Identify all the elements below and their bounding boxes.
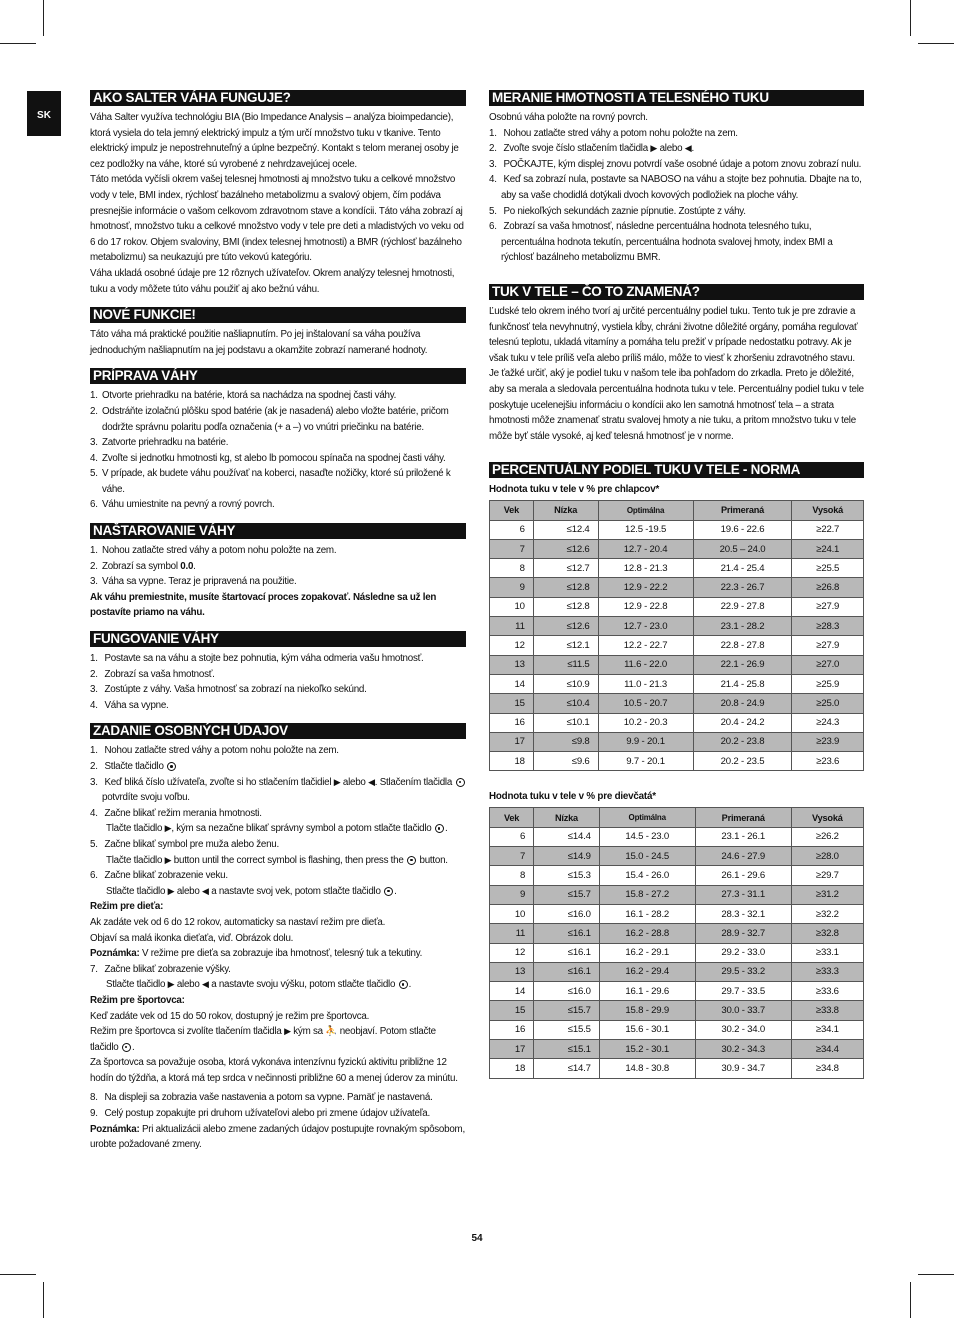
list-item: 7. Začne blikať zobrazenie výšky. bbox=[90, 963, 231, 975]
table-row bbox=[490, 694, 864, 713]
table-cell: 26.1 - 29.6 bbox=[695, 866, 791, 885]
list-item: 1. Nohou zatlačte stred váhy a potom nohu položte na zem. bbox=[90, 745, 339, 757]
table-cell: 11 bbox=[490, 924, 534, 943]
table-row bbox=[490, 578, 864, 597]
section-new-features bbox=[90, 307, 466, 358]
athlete-icon: ⛹ bbox=[325, 1026, 338, 1038]
table-cell: 22.1 - 26.9 bbox=[693, 655, 792, 674]
list-item: 3. Keď bliká číslo užívateľa, zvoľte si ho stlačením tlačidiel ▶ alebo ◀. Stlačením tlačidla potvrdíte svoju voľbu. bbox=[90, 775, 466, 806]
table-cell: ≥31.2 bbox=[791, 885, 863, 904]
girls-table-caption: Hodnota tuku v tele v % pre dievčatá* bbox=[489, 791, 656, 803]
crop-mark bbox=[910, 1282, 911, 1318]
table-cell: ≤16.1 bbox=[534, 943, 600, 962]
table-cell: 9 bbox=[490, 885, 534, 904]
table-row bbox=[490, 904, 864, 923]
sub-instruction: Tlačte tlačidlo ▶ button until the correct symbol is flashing, then press the button. bbox=[106, 854, 448, 866]
list-item: 2. Zobrazí sa symbol 0.0. bbox=[90, 560, 196, 572]
table-cell: 18 bbox=[490, 752, 534, 771]
table-cell: 29.2 - 33.0 bbox=[695, 943, 791, 962]
table-row bbox=[490, 732, 864, 751]
table-cell: ≤15.7 bbox=[534, 1001, 600, 1020]
bold-note: Ak váhu premiestnite, musíte štartovací proces zopakovať. Následne sa už len postavíte priamo na váhu. bbox=[90, 591, 437, 619]
table-cell: ≥33.3 bbox=[791, 962, 863, 981]
table-cell: 18 bbox=[490, 1059, 534, 1078]
table-cell: 7 bbox=[490, 847, 534, 866]
note: Poznámka: V režime pre dieťa sa zobrazuje iba hmotnosť, telesný tuk a tekutiny. bbox=[90, 948, 423, 960]
table-row bbox=[490, 1059, 864, 1078]
list-item: 1. Nohou zatlačte stred váhy a potom nohu položte na zem. bbox=[489, 127, 738, 139]
right-column bbox=[489, 90, 864, 1089]
table-cell: ≥34.8 bbox=[791, 1059, 863, 1078]
list-item: 6. Váhu umiestnite na pevný a rovný povrch. bbox=[90, 499, 275, 511]
list-item: 3. Zostúpte z váhy. Vaša hmotnosť sa zobrazí na niekoľko sekúnd. bbox=[90, 684, 367, 696]
arrow-right-icon: ▶ bbox=[650, 143, 658, 154]
boys-fat-table bbox=[489, 500, 864, 771]
set-button-icon bbox=[122, 1043, 131, 1052]
table-row bbox=[490, 636, 864, 655]
table-cell: 21.4 - 25.4 bbox=[693, 559, 792, 578]
table-cell: 9.7 - 20.1 bbox=[598, 752, 693, 771]
column-header: Vek bbox=[490, 501, 534, 520]
table-cell: ≥22.7 bbox=[792, 520, 864, 539]
table-cell: 6 bbox=[490, 827, 534, 846]
table-cell: ≤14.4 bbox=[534, 827, 600, 846]
section-operation bbox=[90, 631, 466, 713]
section-personal-data bbox=[90, 723, 466, 1152]
table-cell: ≥32.8 bbox=[791, 924, 863, 943]
language-tab: SK bbox=[27, 91, 61, 136]
paragraph: Táto váha má praktické použitie našliapnutím. Po jej inštalovaní sa váha používa jednoduchým našliapnutím na jej podstavu a okamžite zobrazí namerané hodnoty. bbox=[90, 329, 428, 356]
section-heading: ZADANIE OSOBNÝCH ÚDAJOV bbox=[90, 723, 466, 739]
subheading-athlete-mode: Režim pre športovca: bbox=[90, 994, 185, 1006]
table-cell: 27.3 - 31.1 bbox=[695, 885, 791, 904]
table-cell: 14 bbox=[490, 674, 534, 693]
table-cell: 14.5 - 23.0 bbox=[599, 827, 695, 846]
girls-fat-table bbox=[489, 807, 864, 1078]
list-item: 6. Zobrazí sa vaša hmotnosť, následne percentuálna hodnota telesného tuku, percentuálna hodnota tekutín, percentuálna hodnota svalovej hmoty, index BMI a rýchlosť bazálneho metabolizmu BMR. bbox=[489, 221, 833, 264]
table-cell: ≥26.8 bbox=[792, 578, 864, 597]
list-item: 1. Otvorte priehradku na batérie, ktorá sa nachádza na spodnej časti váhy. bbox=[90, 390, 397, 402]
table-cell: ≤10.1 bbox=[533, 713, 598, 732]
column-header: Primeraná bbox=[695, 808, 791, 827]
table-cell: ≤16.0 bbox=[534, 904, 600, 923]
arrow-right-icon: ▶ bbox=[164, 854, 172, 865]
table-cell: 30.2 - 34.0 bbox=[695, 1020, 791, 1039]
sub-instruction: Stlačte tlačidlo ▶ alebo ◀ a nastavte svoj vek, potom stlačte tlačidlo . bbox=[106, 885, 397, 897]
section-heading: FUNGOVANIE VÁHY bbox=[90, 631, 466, 647]
crop-mark bbox=[918, 1274, 954, 1275]
list-item: 3. Váha sa vypne. Teraz je pripravená na použitie. bbox=[90, 576, 297, 588]
table-cell: 29.7 - 33.5 bbox=[695, 982, 791, 1001]
table-cell: 16.1 - 28.2 bbox=[599, 904, 695, 923]
table-cell: 11.0 - 21.3 bbox=[598, 674, 693, 693]
list-item: 4. Keď sa zobrazí nula, postavte sa NABOSO na váhu a stojte bez pohnutia. Dbajte na to, aby sa vaše chodidlá dotýkali dvoch kovových podložiek na ploche váhy. bbox=[489, 174, 862, 201]
table-cell: ≥24.1 bbox=[792, 539, 864, 558]
arrow-right-icon: ▶ bbox=[284, 1026, 291, 1037]
section-heading: AKO SALTER VÁHA FUNGUJE? bbox=[90, 90, 466, 106]
paragraph: Objaví sa malá ikonka dieťaťa, viď. Obrázok dolu. bbox=[90, 932, 294, 944]
table-cell: ≤12.4 bbox=[533, 520, 598, 539]
table-cell: 12 bbox=[490, 943, 534, 962]
table-cell: ≥23.9 bbox=[792, 732, 864, 751]
table-cell: 30.9 - 34.7 bbox=[695, 1059, 791, 1078]
table-cell: 24.6 - 27.9 bbox=[695, 847, 791, 866]
sub-instruction: Tlačte tlačidlo ▶, kým sa nezačne blikať správny symbol a potom stlačte tlačidlo . bbox=[106, 823, 448, 835]
list-item: 5. Začne blikať symbol pre muža alebo ženu. bbox=[90, 838, 279, 850]
paragraph: Keď zadáte vek od 15 do 50 rokov, dostupný je režim pre športovca. bbox=[90, 1010, 370, 1022]
table-cell: ≥28.3 bbox=[792, 617, 864, 636]
list-item: 2. Stlačte tlačidlo bbox=[90, 759, 466, 775]
paragraph: Ľudské telo okrem iného tvorí aj určité percentuálny podiel tuku. Tento tuk je pre zdravie a funkčnosť tela nevyhnutný, vystiela kĺby, chráni životne dôležité orgány, pomáha regulovať telesnú teplotu, ukladá vitamíny a pomáha telu prežiť v prípade nedostatku potravy. Ak je však tuku v tele príliš veľa alebo príliš málo, môže to viesť k zhoršeniu zdravotného stavu. Je ťažké určiť, aký je podiel tuku v našom tele iba pohľadom do zrkadla. Preto je dôležité, aby sa merala a sledovala percentuálna hodnota tuku v tele. Percentuálny podiel tuku v tele poskytuje ucelenejšiu informáciu o kondícii ako len samotná hmotnosť tela – a strata hmotnosti môže znamenať stratu svalovej hmoty a nie tuku, a pritom množstvo tuku v tele môže byť stále vysoké, aj keď telesná hmotnosť je v norme. bbox=[489, 305, 864, 442]
set-button-icon bbox=[399, 980, 408, 989]
table-cell: 9.9 - 20.1 bbox=[598, 732, 693, 751]
section-body-fat bbox=[489, 284, 864, 444]
table-cell: ≥33.1 bbox=[791, 943, 863, 962]
table-cell: ≥25.9 bbox=[792, 674, 864, 693]
table-cell: 16.2 - 29.1 bbox=[599, 943, 695, 962]
table-row bbox=[490, 617, 864, 636]
table-row bbox=[490, 1001, 864, 1020]
sub-instruction: Stlačte tlačidlo ▶ alebo ◀ a nastavte svoju výšku, potom stlačte tlačidlo . bbox=[106, 979, 412, 991]
section-heading: NOVÉ FUNKCIE! bbox=[90, 307, 466, 323]
table-cell: 12.9 - 22.8 bbox=[598, 597, 693, 616]
table-cell: 10 bbox=[490, 597, 534, 616]
table-cell: 28.3 - 32.1 bbox=[695, 904, 791, 923]
list-item: 8. Na displeji sa zobrazia vaše nastavenia a potom sa vypne. Pamäť je nastavená. bbox=[90, 1092, 433, 1104]
table-cell: ≤16.0 bbox=[534, 982, 600, 1001]
table-row bbox=[490, 827, 864, 846]
section-heading: MERANIE HMOTNOSTI A TELESNÉHO TUKU bbox=[489, 90, 864, 106]
table-row bbox=[490, 655, 864, 674]
table-cell: 12.7 - 20.4 bbox=[598, 539, 693, 558]
table-cell: ≤15.5 bbox=[534, 1020, 600, 1039]
column-header: Optimálna bbox=[599, 808, 695, 827]
list-item: 2. Zvoľte svoje číslo stlačením tlačidla ▶ alebo ◀. bbox=[489, 143, 694, 155]
table-cell: ≤10.4 bbox=[533, 694, 598, 713]
table-cell: ≤9.8 bbox=[533, 732, 598, 751]
section-startup bbox=[90, 523, 466, 621]
table-cell: ≥32.2 bbox=[791, 904, 863, 923]
table-cell: 15 bbox=[490, 694, 534, 713]
list-item: 9. Celý postup zopakujte pri druhom užívateľovi alebo pri zmene údajov užívateľa. bbox=[90, 1108, 430, 1120]
set-button-icon bbox=[435, 824, 444, 833]
table-cell: ≤12.6 bbox=[533, 539, 598, 558]
table-row bbox=[490, 1020, 864, 1039]
table-header-row bbox=[490, 501, 864, 520]
table-cell: 12.8 - 21.3 bbox=[598, 559, 693, 578]
table-row bbox=[490, 674, 864, 693]
display-symbol: 0.0 bbox=[180, 560, 194, 572]
table-cell: 16.2 - 28.8 bbox=[599, 924, 695, 943]
table-cell: 10.2 - 20.3 bbox=[598, 713, 693, 732]
table-cell: ≤14.7 bbox=[534, 1059, 600, 1078]
table-cell: 20.8 - 24.9 bbox=[693, 694, 792, 713]
column-header: Vek bbox=[490, 808, 534, 827]
table-cell: 13 bbox=[490, 655, 534, 674]
table-cell: 9 bbox=[490, 578, 534, 597]
table-cell: 16.2 - 29.4 bbox=[599, 962, 695, 981]
table-cell: ≤15.7 bbox=[534, 885, 600, 904]
arrow-right-icon: ▶ bbox=[164, 823, 172, 834]
table-row bbox=[490, 597, 864, 616]
table-cell: 7 bbox=[490, 539, 534, 558]
table-cell: ≥28.0 bbox=[791, 847, 863, 866]
table-cell: 22.3 - 26.7 bbox=[693, 578, 792, 597]
paragraph: Váha Salter využíva technológiu BIA (Bio Impedance Analysis – analýza bioimpedancie), ktorá vysiela do tela jemný elektrický impulz a tým určí množstvo tuku v tkanive. Tento elektrický impulz je nepostrehnuteľný a úplne bezpečný. Kontakt s telom meranej osoby je cez podložky na váhe, ktoré sú vyrobené z nehrdzavejúcej ocele. bbox=[90, 112, 459, 170]
crop-mark bbox=[43, 1282, 44, 1318]
table-cell: 15.8 - 27.2 bbox=[599, 885, 695, 904]
table-cell: 19.6 - 22.6 bbox=[693, 520, 792, 539]
table-cell: ≤12.7 bbox=[533, 559, 598, 578]
table-cell: 28.9 - 32.7 bbox=[695, 924, 791, 943]
table-cell: ≥27.9 bbox=[792, 597, 864, 616]
column-header: Primeraná bbox=[693, 501, 792, 520]
table-cell: 20.5 – 24.0 bbox=[693, 539, 792, 558]
paragraph: Táto metóda vyčísli okrem vašej telesnej hmotnosti aj množstvo tuku a celkové množstvo vody v tele, BMI index, rýchlosť bazálneho metabolizmu a svalový objem, čím podáva presnejšie informácie o vašom celkovom zdravotnom stave a kondícii. Táto váha zobrazí aj hmotnosť, množstvo tuku a celkové množstvo vody v tele pre deti a mladistvých vo veku od 6 do 17 rokov. Objem svaloviny, BMI (index telesnej hmotnosti) a BMR (rýchlosť bazálneho metabolizmu) sa neukazujú pre túto vekovú kategóriu. bbox=[90, 174, 464, 264]
column-header: Vysoká bbox=[792, 501, 864, 520]
table-cell: ≤11.5 bbox=[533, 655, 598, 674]
arrow-left-icon: ◀ bbox=[202, 885, 209, 896]
subheading-child-mode: Režim pre dieťa: bbox=[90, 901, 164, 913]
table-cell: 16 bbox=[490, 1020, 534, 1039]
table-row bbox=[490, 962, 864, 981]
table-cell: 12.2 - 22.7 bbox=[598, 636, 693, 655]
table-cell: ≤14.9 bbox=[534, 847, 600, 866]
section-heading: PERCENTUÁLNY PODIEL TUKU V TELE - NORMA bbox=[489, 462, 864, 478]
page-number: 54 bbox=[471, 1233, 483, 1244]
list-item: 2. Odstráňte izolačnú plôšku spod batérie (ak je nasadená) alebo vložte batérie, pričom dodržte správnu polaritu podľa označenia (+ a –) vo vnútri priečinku na batérie. bbox=[90, 405, 449, 433]
table-cell: 12.5 -19.5 bbox=[598, 520, 693, 539]
table-cell: 8 bbox=[490, 559, 534, 578]
table-row bbox=[490, 866, 864, 885]
list-item: 2. Zobrazí sa vaša hmotnosť. bbox=[90, 668, 215, 680]
table-cell: 14.8 - 30.8 bbox=[599, 1059, 695, 1078]
paragraph: Režim pre športovca si zvolíte tlačením tlačidla ▶ kým sa ⛹ neobjaví. Potom stlačte tlačidlo . bbox=[90, 1026, 436, 1053]
table-cell: 15.4 - 26.0 bbox=[599, 866, 695, 885]
table-cell: ≥26.2 bbox=[791, 827, 863, 846]
table-row bbox=[490, 713, 864, 732]
section-how-it-works bbox=[90, 90, 466, 297]
paragraph: Váha ukladá osobné údaje pre 12 rôznych užívateľov. Okrem analýzy telesnej hmotnosti, tuku a vody môžete túto váhu použiť aj ako bežnú váhu. bbox=[90, 267, 455, 295]
arrow-right-icon: ▶ bbox=[333, 776, 341, 787]
table-cell: ≥27.0 bbox=[792, 655, 864, 674]
arrow-left-icon: ◀ bbox=[368, 776, 375, 787]
table-cell: 23.1 - 26.1 bbox=[695, 827, 791, 846]
boys-table-caption: Hodnota tuku v tele v % pre chlapcov* bbox=[489, 484, 660, 496]
table-cell: 23.1 - 28.2 bbox=[693, 617, 792, 636]
table-cell: 14 bbox=[490, 982, 534, 1001]
table-cell: 16.1 - 29.6 bbox=[599, 982, 695, 1001]
table-cell: ≤16.1 bbox=[534, 962, 600, 981]
table-row bbox=[490, 943, 864, 962]
section-heading: TUK V TELE – ČO TO ZNAMENÁ? bbox=[489, 284, 864, 300]
table-cell: ≥29.7 bbox=[791, 866, 863, 885]
table-row bbox=[490, 847, 864, 866]
table-cell: ≥33.8 bbox=[791, 1001, 863, 1020]
list-item: 5. V prípade, ak budete váhu používať na koberci, nasaďte nožičky, ktoré sú priložené k váhe. bbox=[90, 468, 451, 495]
table-cell: 10.5 - 20.7 bbox=[598, 694, 693, 713]
table-cell: 17 bbox=[490, 1040, 534, 1059]
list-item: 1. Nohou zatlačte stred váhy a potom nohu položte na zem. bbox=[90, 545, 337, 557]
column-header: Nízka bbox=[534, 808, 600, 827]
table-row bbox=[490, 982, 864, 1001]
column-header: Optimálna bbox=[598, 501, 693, 520]
table-cell: ≤9.6 bbox=[533, 752, 598, 771]
table-cell: ≥34.4 bbox=[791, 1040, 863, 1059]
table-cell: 10 bbox=[490, 904, 534, 923]
table-cell: 6 bbox=[490, 520, 534, 539]
note: Poznámka: Pri aktualizácii alebo zmene zadaných údajov postupujte rovnakým spôsobom, urobte požadované zmeny. bbox=[90, 1123, 465, 1151]
arrow-right-icon: ▶ bbox=[167, 979, 175, 990]
set-button-icon bbox=[167, 762, 176, 771]
section-measurement bbox=[489, 90, 864, 266]
table-cell: 12.7 - 23.0 bbox=[598, 617, 693, 636]
column-header: Vysoká bbox=[791, 808, 863, 827]
list-item: 4. Začne blikať režim merania hmotnosti. bbox=[90, 807, 262, 819]
table-cell: ≥27.9 bbox=[792, 636, 864, 655]
table-cell: 22.8 - 27.8 bbox=[693, 636, 792, 655]
table-row bbox=[490, 520, 864, 539]
table-row bbox=[490, 885, 864, 904]
table-cell: 15 bbox=[490, 1001, 534, 1020]
paragraph: Za športovca sa považuje osoba, ktorá vykonáva intenzívnu fyzickú aktivitu približne 12 hodín do týždňa, a ktorá má tep srdca v nečinnosti približne 60 a menej úderov za minútu. bbox=[90, 1057, 458, 1084]
crop-mark bbox=[910, 0, 911, 36]
section-fat-norm bbox=[489, 462, 864, 1078]
left-column bbox=[90, 90, 466, 1163]
table-cell: ≤10.9 bbox=[533, 674, 598, 693]
table-cell: 22.9 - 27.8 bbox=[693, 597, 792, 616]
arrow-right-icon: ▶ bbox=[167, 885, 175, 896]
table-cell: ≤12.8 bbox=[533, 597, 598, 616]
table-cell: 12 bbox=[490, 636, 534, 655]
table-cell: ≤15.1 bbox=[534, 1040, 600, 1059]
table-row bbox=[490, 1040, 864, 1059]
table-row bbox=[490, 539, 864, 558]
section-heading: PRÍPRAVA VÁHY bbox=[90, 368, 466, 384]
list-item: 1. Postavte sa na váhu a stojte bez pohnutia, kým váha odmeria vašu hmotnosť. bbox=[90, 653, 424, 665]
table-cell: ≤12.8 bbox=[533, 578, 598, 597]
table-cell: ≤12.6 bbox=[533, 617, 598, 636]
table-cell: 21.4 - 25.8 bbox=[693, 674, 792, 693]
crop-mark bbox=[918, 43, 954, 44]
table-cell: 15.8 - 29.9 bbox=[599, 1001, 695, 1020]
table-cell: 8 bbox=[490, 866, 534, 885]
table-cell: 20.2 - 23.5 bbox=[693, 752, 792, 771]
table-row bbox=[490, 752, 864, 771]
table-cell: ≥23.6 bbox=[792, 752, 864, 771]
table-cell: ≥34.1 bbox=[791, 1020, 863, 1039]
arrow-left-icon: ◀ bbox=[202, 979, 209, 990]
table-cell: 17 bbox=[490, 732, 534, 751]
table-cell: 29.5 - 33.2 bbox=[695, 962, 791, 981]
table-cell: 30.0 - 33.7 bbox=[695, 1001, 791, 1020]
paragraph: Osobnú váha položte na rovný povrch. bbox=[489, 112, 648, 123]
column-header: Nízka bbox=[533, 501, 598, 520]
list-item: 3. Zatvorte priehradku na batérie. bbox=[90, 437, 229, 449]
set-button-icon bbox=[407, 856, 416, 865]
table-cell: ≤12.1 bbox=[533, 636, 598, 655]
table-cell: ≥25.0 bbox=[792, 694, 864, 713]
list-item: 4. Zvoľte si jednotku hmotnosti kg, st alebo lb pomocou spínača na spodnej časti váhy. bbox=[90, 452, 446, 464]
table-cell: ≥25.5 bbox=[792, 559, 864, 578]
list-item: 4. Váha sa vypne. bbox=[90, 699, 169, 711]
table-cell: 20.4 - 24.2 bbox=[693, 713, 792, 732]
table-cell: ≥24.3 bbox=[792, 713, 864, 732]
crop-mark bbox=[0, 43, 36, 44]
set-button-icon bbox=[384, 887, 393, 896]
table-cell: ≤16.1 bbox=[534, 924, 600, 943]
list-item: 5. Po niekoľkých sekundách zaznie pípnutie. Zostúpte z váhy. bbox=[489, 205, 746, 217]
table-cell: 11.6 - 22.0 bbox=[598, 655, 693, 674]
section-heading: NAŠTAROVANIE VÁHY bbox=[90, 523, 466, 539]
crop-mark bbox=[0, 1274, 36, 1275]
table-cell: 16 bbox=[490, 713, 534, 732]
set-button-icon bbox=[456, 778, 465, 787]
table-cell: 15.0 - 24.5 bbox=[599, 847, 695, 866]
arrow-left-icon: ◀ bbox=[684, 143, 692, 154]
table-row bbox=[490, 559, 864, 578]
table-cell: 20.2 - 23.8 bbox=[693, 732, 792, 751]
table-row bbox=[490, 924, 864, 943]
section-preparation bbox=[90, 368, 466, 513]
list-item: 6. Začne blikať zobrazenie veku. bbox=[90, 870, 228, 882]
table-cell: ≤15.3 bbox=[534, 866, 600, 885]
table-cell: 15.2 - 30.1 bbox=[599, 1040, 695, 1059]
table-cell: 11 bbox=[490, 617, 534, 636]
table-cell: ≥33.6 bbox=[791, 982, 863, 1001]
table-cell: 13 bbox=[490, 962, 534, 981]
table-header-row bbox=[490, 808, 864, 827]
paragraph: Ak zadáte vek od 6 do 12 rokov, automaticky sa nastaví režim pre dieťa. bbox=[90, 916, 386, 928]
table-cell: 30.2 - 34.3 bbox=[695, 1040, 791, 1059]
table-cell: 12.9 - 22.2 bbox=[598, 578, 693, 597]
crop-mark bbox=[43, 0, 44, 36]
list-item: 3. POČKAJTE, kým displej znovu potvrdí vaše osobné údaje a potom znovu zobrazí nulu. bbox=[489, 158, 862, 170]
table-cell: 15.6 - 30.1 bbox=[599, 1020, 695, 1039]
